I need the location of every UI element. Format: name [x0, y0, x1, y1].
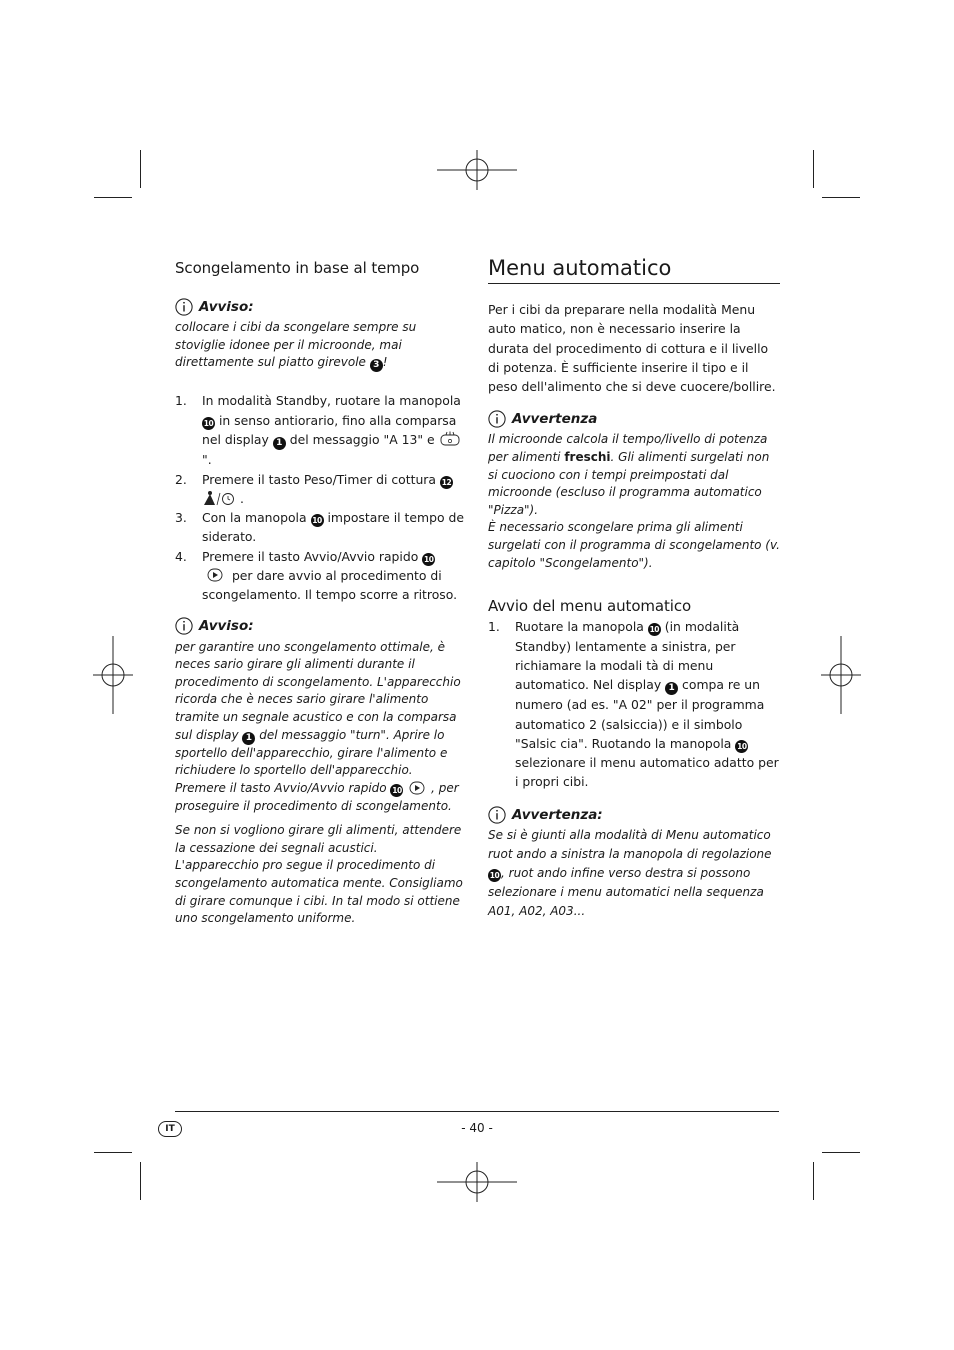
weight-timer-icon — [202, 490, 236, 506]
registration-mark-top — [437, 150, 517, 190]
page-title: Menu automatico — [488, 255, 780, 284]
list-item: 1. In modalità Standby, ruotare la manopola 10 in senso antiorario, fino alla comparsa nel display 1 del messaggio "A 13" e ". — [175, 393, 461, 468]
part-number-badge: 10 — [311, 514, 324, 527]
section-heading-auto-menu-start: Avvio del menu automatico — [488, 597, 692, 616]
warning-text: Se si è giunti alla modalità di Menu automatico ruot ando a sinistra la manopola di regolazione 10 , ruot ando infine verso destra si possono selezionare i menu automatici nella sequenza A01, A02, A03... — [488, 827, 772, 918]
part-number-badge: 1 — [273, 437, 286, 450]
start-icon — [407, 781, 427, 795]
note-text: collocare i cibi da scongelare sempre su stoviglie idonee per il microonde, mai direttamente sul piatto girevole 3 ! — [175, 319, 465, 372]
intro-paragraph: Per i cibi da preparare nella modalità Menu auto matico, non è necessario inserire la durata del procedimento di cottura e il livello di potenza. È sufficiente inserire il tipo e il peso dell'alimento che si deve cuocere/bollire. — [488, 302, 776, 395]
info-icon — [175, 298, 193, 316]
note-label: Avviso: — [199, 617, 254, 634]
info-icon — [488, 806, 506, 824]
list-item: 3. Con la manopola 10 impostare il tempo de siderato. — [175, 510, 464, 545]
note-label: Avviso: — [199, 299, 254, 315]
info-icon — [175, 617, 193, 635]
left-column — [175, 258, 465, 928]
warning-label: Avvertenza: — [512, 806, 603, 823]
part-number-badge: 10 — [422, 553, 435, 566]
language-badge: IT — [158, 1121, 182, 1137]
registration-mark-bottom — [437, 1162, 517, 1202]
part-number-badge: 1 — [242, 732, 255, 745]
part-number-badge: 3 — [370, 359, 383, 372]
list-item: 4. Premere il tasto Avvio/Avvio rapido 10 per dare avvio al procedimento di scongelamento. Il tempo scorre a ritroso. — [175, 548, 458, 603]
start-icon — [202, 567, 228, 583]
steps-list — [175, 391, 465, 604]
note-text: per garantire uno scongelamento ottimale, è neces sario girare gli alimenti durante il procedimento di scongelamento. L'apparecchio ricorda che è neces sario girare l'alimento tramite un segnale acustico e con la comparsa sul display 1 del messaggio "turn". Aprire lo sportello dell'apparecchio, girare l'alimento e richiudere lo sportello dell'apparecchio. Premere il tasto Avvio/Avvio rapido 10 , per proseguire il procedimento di scongelamento. — [175, 639, 461, 813]
note-heading — [175, 617, 465, 635]
list-item: 2. Premere il tasto Peso/Timer di cottura 12 . — [175, 471, 452, 506]
list-item: 1. Ruotare la manopola 10 (in modalità Standby) lentamente a sinistra, per richiamare la modali tà di menu automatico. Nel display 1 compa re un numero (ad es. "A 02" per il programma automatico 2 (salsiccia)) e il simbolo "Salsic cia". Ruotando la manopola 10 selezionare il menu automatico adatto per i propri cibi. — [488, 619, 779, 790]
part-number-badge: 12 — [440, 476, 453, 489]
registration-mark-left — [93, 636, 133, 714]
footer-rule — [175, 1111, 779, 1112]
part-number-badge: 10 — [202, 417, 215, 430]
part-number-badge: 1 — [665, 682, 678, 695]
note-text-2: Se non si vogliono girare gli alimenti, attendere la cessazione dei segnali acustici. L'apparecchio pro segue il procedimento di scongelamento automatica mente. Consigliamo di girare comunque i cibi. In tal modo si ottiene uno scongelamento uniforme. — [175, 823, 463, 926]
note-heading — [175, 298, 465, 316]
part-number-badge: 10 — [489, 870, 500, 880]
steps-list — [488, 617, 780, 792]
section-heading-defrost-time: Scongelamento in base al tempo — [175, 259, 420, 277]
defrost-icon — [439, 431, 461, 447]
right-column — [488, 255, 780, 921]
warning-label: Avvertenza — [512, 411, 598, 428]
warning-heading — [488, 410, 780, 428]
info-icon — [488, 410, 506, 428]
warning-text: Il microonde calcola il tempo/livello di potenza per alimenti freschi. Gli alimenti surgelati non si cuociono con i tempi preimpostati dal microonde (escluso il programma automatico "Pizza"). È necessario scongelare prima gli alimenti surgelati con il programma di scongelamento (v. capitolo "Scongelamento"). — [488, 432, 780, 570]
warning-heading — [488, 806, 780, 824]
part-number-badge: 10 — [390, 784, 403, 797]
page-number: - 40 - — [461, 1121, 493, 1135]
part-number-badge: 10 — [648, 623, 661, 636]
part-number-badge: 10 — [735, 740, 748, 753]
registration-mark-right — [821, 636, 861, 714]
